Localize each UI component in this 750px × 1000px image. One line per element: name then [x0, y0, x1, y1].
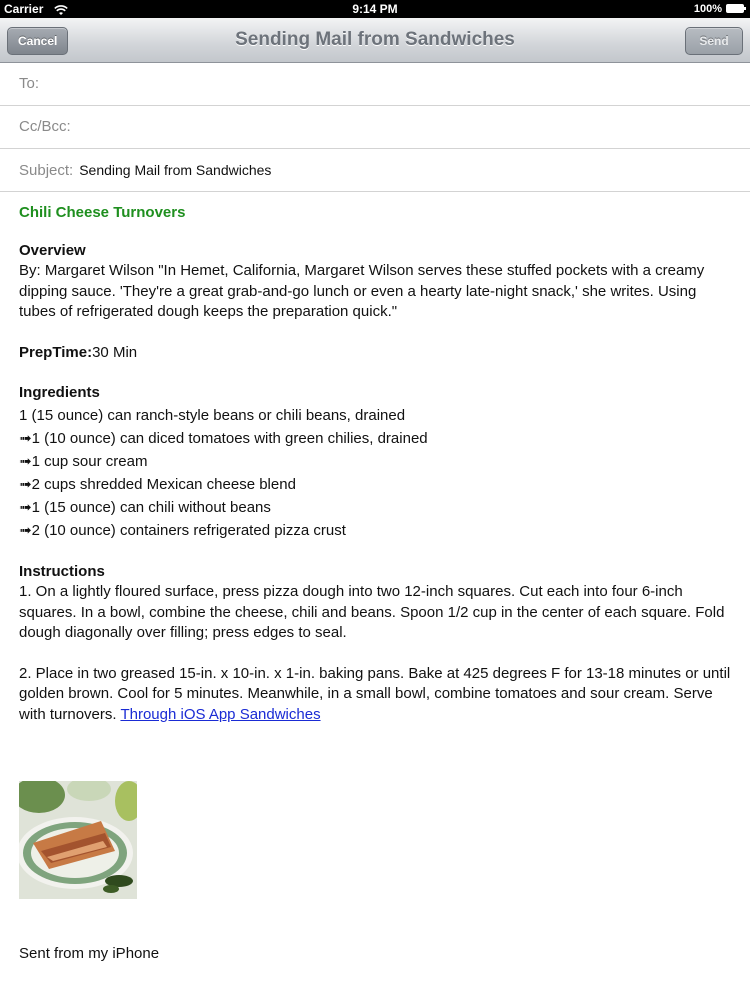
preptime-value: 30 Min	[92, 343, 138, 361]
send-button[interactable]: Send	[685, 27, 743, 55]
instruction-step-2	[19, 664, 731, 726]
instruction-step-1: 1. On a lightly floured surface, press pizza dough into two 12-inch squares. Cut each into four 6-inch squares. In a bowl, combine the cheese, chili and beans. Spoon 1/2 cup in the center of each square. Fold dough diagonally over filling; press edges to seal.	[19, 583, 725, 641]
status-bar	[0, 0, 750, 18]
battery-icon	[726, 4, 744, 13]
to-field[interactable]	[0, 63, 750, 106]
to-label: To:	[19, 75, 40, 92]
battery-percent: 100%	[693, 3, 722, 15]
carrier-label: Carrier	[4, 2, 44, 16]
instruction-step-2-text: 2. Place in two greased 15-in. x 10-in. x 1-in. baking pans. Bake at 425 degrees F for 13-18 minutes or until golden brown. Cool for 5 minutes. Meanwhile, in a small bowl, combine tomatoes and sour cream. Serve with turnovers.	[19, 664, 731, 723]
nav-bar	[0, 18, 750, 63]
app-link[interactable]: Through iOS App Sandwiches	[120, 705, 321, 723]
overview-text: By: Margaret Wilson "In Hemet, California, Margaret Wilson serves these stuffed pockets with a creamy dipping sauce. 'They're a great grab-and-go lunch or even a hearty late-night snack,' she writes. Using tubes of refrigerated dough keeps the preparation quick."	[19, 262, 705, 320]
subject-value: Sending Mail from Sandwiches	[79, 162, 272, 178]
page-title: Sending Mail from Sandwiches	[235, 29, 515, 50]
recipe-title: Chili Cheese Turnovers	[19, 204, 186, 221]
turnover-photo-illustration	[19, 781, 137, 899]
preptime	[19, 343, 731, 364]
email-body[interactable]	[0, 192, 750, 965]
cc-bcc-field[interactable]	[0, 106, 750, 149]
cancel-button[interactable]: Cancel	[7, 27, 68, 55]
instructions-heading: Instructions	[19, 562, 105, 580]
turnover-photo	[19, 781, 137, 899]
subject-field[interactable]	[0, 149, 750, 192]
ingredients-heading: Ingredients	[19, 384, 100, 401]
cc-bcc-label: Cc/Bcc:	[19, 118, 71, 135]
overview-heading: Overview	[19, 241, 86, 259]
ingredient-item: ➟1 (10 ounce) can diced tomatoes with green chilies, drained	[19, 429, 428, 447]
ingredient-item: ➟1 (15 ounce) can chili without beans	[19, 498, 271, 516]
ingredient-item: ➟2 cups shredded Mexican cheese blend	[19, 475, 296, 493]
clock: 9:14 PM	[352, 2, 398, 16]
subject-label: Subject:	[19, 162, 74, 179]
ingredient-item: 1 (15 ounce) can ranch-style beans or chili beans, drained	[19, 406, 406, 424]
signature: Sent from my iPhone	[19, 945, 160, 962]
preptime-label: PrepTime:	[19, 343, 93, 361]
ingredient-item: ➟1 cup sour cream	[19, 452, 148, 470]
ingredient-item: ➟2 (10 ounce) containers refrigerated pizza crust	[19, 521, 346, 539]
